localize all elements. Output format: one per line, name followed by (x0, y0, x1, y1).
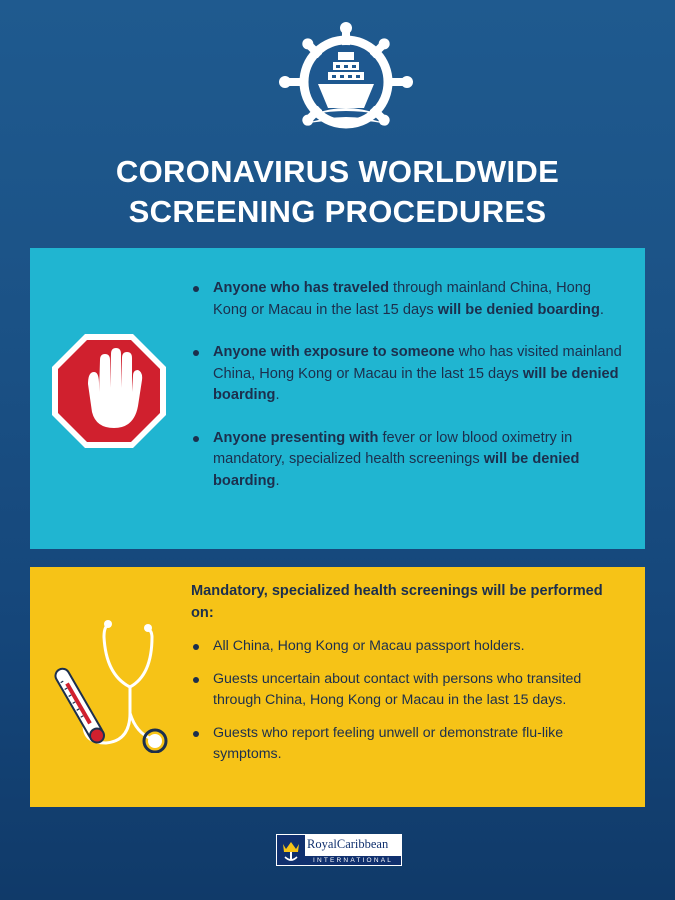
stethoscope-thermometer-icon (44, 593, 174, 753)
list-item: Guests who report feeling unwell or demonstrate flu-like symptoms. (193, 723, 625, 766)
screening-list (193, 636, 625, 777)
screening-heading: Mandatory, specialized health screenings will be performed on: (191, 583, 603, 621)
list-item: Anyone who has traveled through mainland China, Hong Kong or Macau in the last 15 days will be denied boarding. (193, 278, 625, 321)
denied-boarding-panel (30, 248, 645, 549)
list-item: Anyone with exposure to someone who has visited mainland China, Hong Kong or Macau in the last 15 days will be denied boarding. (193, 342, 625, 407)
denied-list (193, 278, 625, 513)
brand-name: RoyalCaribbean (307, 837, 389, 851)
list-item: All China, Hong Kong or Macau passport holders. (193, 636, 625, 658)
page-title (0, 152, 675, 232)
ship-wheel-icon (276, 22, 416, 140)
crown-anchor-icon (277, 835, 305, 865)
title-line-1: CORONAVIRUS WORLDWIDE (115, 154, 560, 189)
brand-subtitle: INTERNATIONAL (305, 856, 401, 865)
stop-hand-icon (50, 332, 168, 450)
list-item: Guests uncertain about contact with persons who transited through China, Hong Kong or Macau in the last 15 days. (193, 669, 625, 712)
list-item: Anyone presenting with fever or low blood oximetry in mandatory, specialized health screenings will be denied boarding. (193, 428, 625, 493)
screening-panel (30, 567, 645, 807)
title-line-2: SCREENING PROCEDURES (128, 194, 547, 229)
brand-logo (276, 834, 402, 866)
